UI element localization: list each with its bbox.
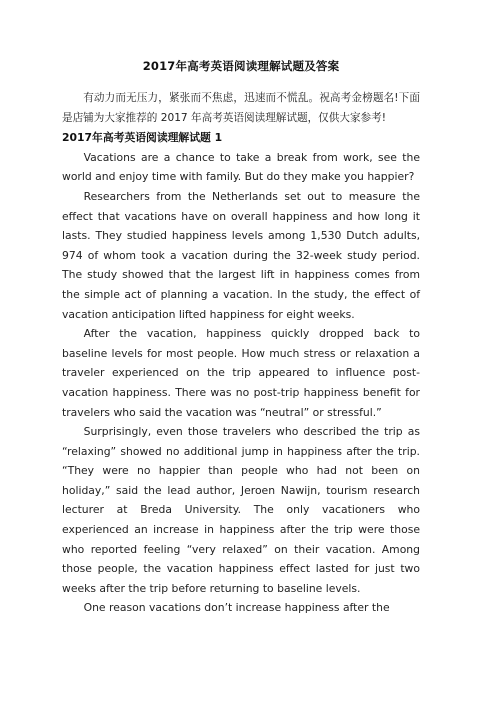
body-paragraph-2: Researchers from the Netherlands set out to measure the effect that vacations have on overall happiness and how long it lasts. They studied happiness levels among 1,530 Dutch adults, 974 of whom took a vacation during the 32-week study period. The study showed that the largest lift in happiness comes from the simple act of planning a vacation. In the study, the effect of vacation anticipation lifted happiness for eight weeks. (62, 189, 420, 321)
body-paragraph-1: Vacations are a chance to take a break from work, see the world and enjoy time with family. But do they make you happier? (62, 150, 420, 184)
document-page (62, 58, 420, 618)
body-paragraph-4: Surprisingly, even those travelers who described the trip as “relaxing” showed no additional jump in happiness after the trip. “They were no happier than people who had not been on holiday,” said the lead author, Jeroen Nawijn, tourism research lecturer at Breda University. The only vacationers who experienced an increase in happiness after the trip were those who reported feeling “very relaxed” on their vacation. Among those people, the vacation happiness effect lasted for just two weeks after the trip before returning to baseline levels. (62, 425, 420, 595)
intro-paragraph: 有动力而无压力，紧张而不焦虑，迅速而不慌乱。祝高考金榜题名!下面是店铺为大家推荐的 2017 年高考英语阅读理解试题，仅供大家参考! (62, 92, 420, 124)
document-title: 2017年高考英语阅读理解试题及答案 (142, 59, 340, 73)
body-paragraph-5: One reason vacations don’t increase happiness after the (83, 601, 390, 615)
section-heading: 2017年高考英语阅读理解试题 1 (62, 131, 223, 145)
body-paragraph-3: After the vacation, happiness quickly dropped back to baseline levels for most people. How much stress or relaxation a traveler experienced on the trip appeared to influence post-vacation happiness. There was no post-trip happiness benefit for travelers who said the vacation was “neutral” or stressful.” (62, 327, 420, 419)
